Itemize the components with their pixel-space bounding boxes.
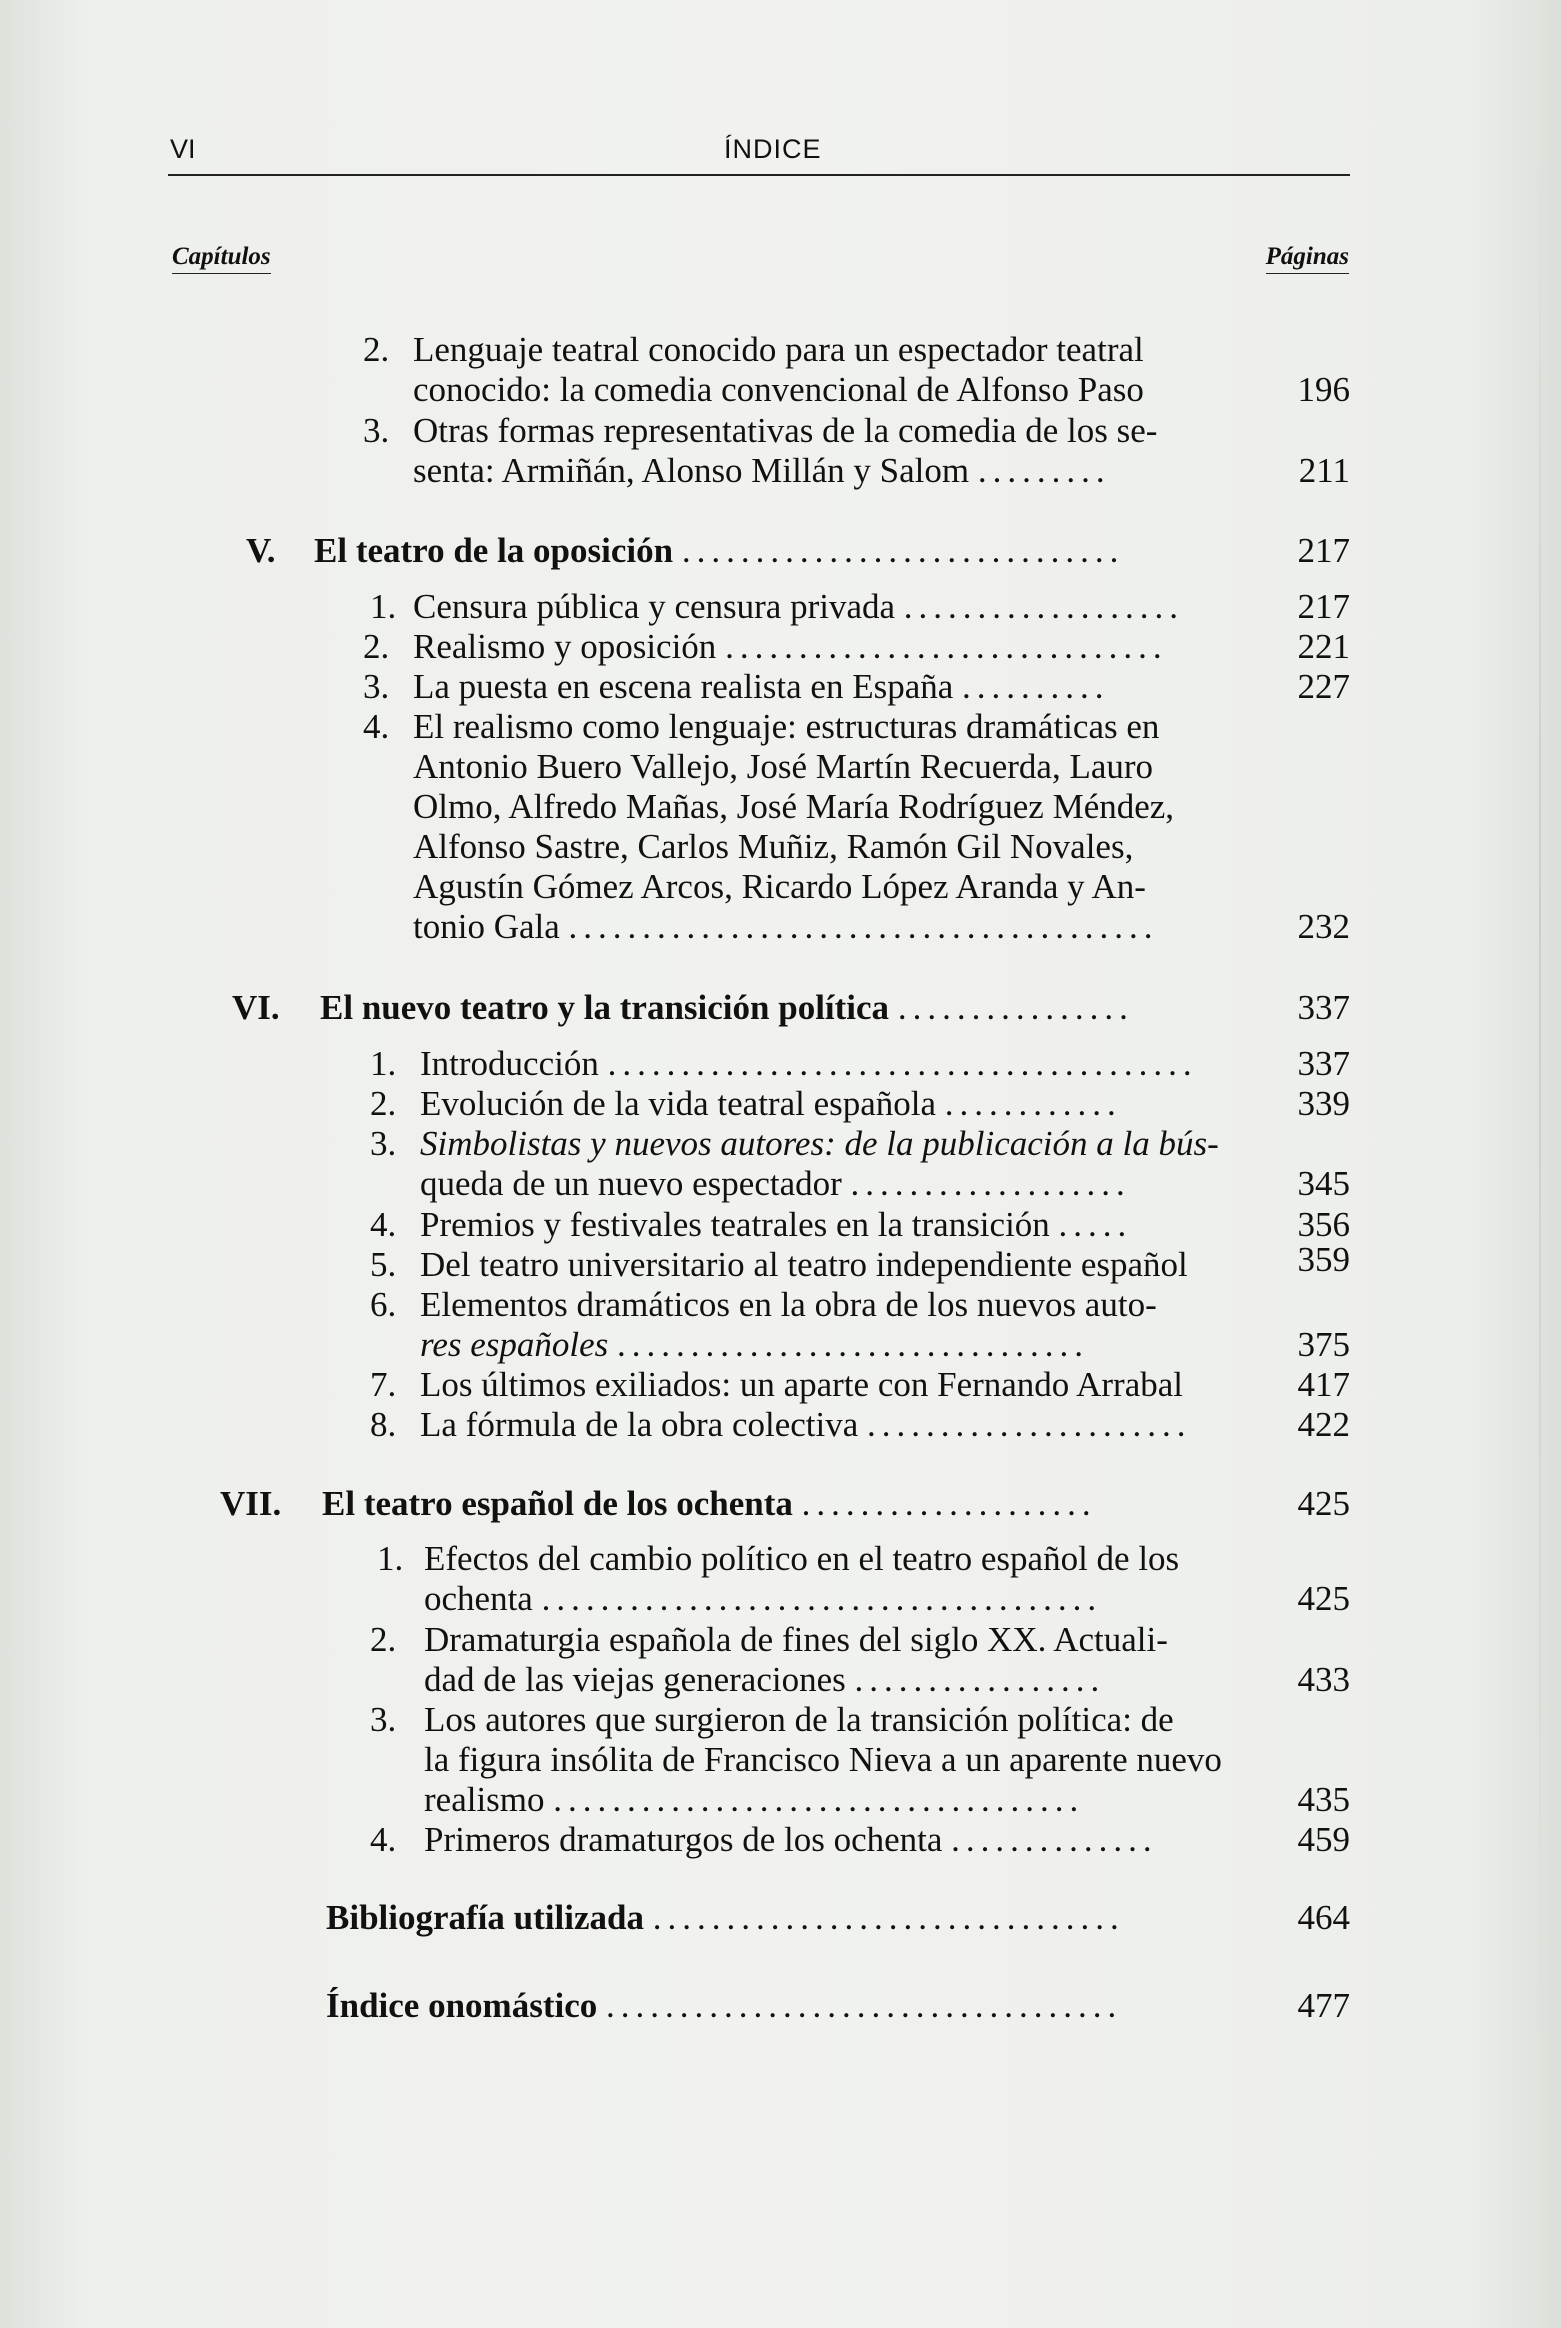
toc-entry: 1. Introducción ........................................: [370, 1044, 1198, 1083]
toc-chapter-heading: VI. El nuevo teatro y la transición política ................: [232, 988, 1134, 1027]
toc-page-number: 227: [1297, 667, 1350, 706]
toc-page-number: 464: [1297, 1898, 1350, 1937]
toc-page-number: 211: [1298, 451, 1350, 490]
page-title: ÍNDICE: [724, 134, 822, 164]
toc-page-number: 217: [1297, 531, 1350, 570]
toc-page-number: 417: [1297, 1365, 1350, 1404]
toc-entry: 3. Los autores que surgieron de la transición política: de la figura insólita de Francisco Nieva a un aparente nuevo realismo ....................................: [370, 1700, 1222, 1819]
toc-page-number: 337: [1297, 1044, 1350, 1083]
toc-page-number: 435: [1297, 1780, 1350, 1819]
toc-page-number: 232: [1297, 907, 1350, 946]
toc-entry: 2. Dramaturgia española de fines del siglo XX. Actuali- dad de las viejas generaciones .................: [370, 1620, 1168, 1699]
toc-page-number: 425: [1297, 1484, 1350, 1523]
toc-page-number: 433: [1297, 1660, 1350, 1699]
toc-page-number: 339: [1297, 1084, 1350, 1123]
toc-page-number: 425: [1297, 1579, 1350, 1618]
toc-page-number: 477: [1297, 1986, 1350, 2025]
running-head: [168, 128, 1350, 176]
toc-entry: 3. Otras formas representativas de la comedia de los se- senta: Armiñán, Alonso Millán y Salom .........: [363, 411, 1158, 490]
toc-entry: 2. Realismo y oposición ..............................: [363, 627, 1168, 666]
chapters-column-label: Capítulos: [172, 243, 271, 274]
toc-entry: 1. Censura pública y censura privada ...................: [370, 587, 1185, 626]
toc-page-number: 459: [1297, 1820, 1350, 1859]
pages-column-label: Páginas: [1266, 243, 1349, 274]
toc-entry: 2. Evolución de la vida teatral española ............: [370, 1084, 1122, 1123]
toc-backmatter-entry: Índice onomástico ...................................: [326, 1986, 1123, 2025]
toc-entry: 3. La puesta en escena realista en España ..........: [363, 667, 1110, 706]
toc-entry: 4. El realismo como lenguaje: estructuras dramáticas en Antonio Buero Vallejo, José Martín Recuerda, Lauro Olmo, Alfredo Mañas, José María Rodríguez Méndez, Alfonso Sastre, Carlos Muñiz, Ramón Gil Novales, Agustín Gómez Arcos, Ricardo López Aranda y An- tonio Gala ........................................: [363, 707, 1175, 946]
toc-entry: 3. Simbolistas y nuevos autores: de la publicación a la bús- queda de un nuevo espectador ...................: [370, 1124, 1219, 1203]
toc-page-number: 221: [1297, 627, 1350, 666]
toc-entry: 7. Los últimos exiliados: un aparte con Fernando Arrabal: [370, 1365, 1184, 1404]
toc-entry: 4. Premios y festivales teatrales en la transición .....: [370, 1205, 1133, 1244]
toc-entry: 6. Elementos dramáticos en la obra de los nuevos auto- res españoles ................................: [370, 1285, 1157, 1364]
toc-page-number: 217: [1297, 587, 1350, 626]
toc-page-number: 356: [1297, 1205, 1350, 1244]
toc-entry: 2. Lenguaje teatral conocido para un espectador teatral conocido: la comedia convencional de Alfonso Paso: [363, 330, 1144, 409]
toc-page-number: 359: [1297, 1240, 1350, 1279]
toc-chapter-heading: V. El teatro de la oposición ..............................: [246, 531, 1125, 570]
toc-page-number: 196: [1297, 370, 1350, 409]
toc-page-number: 345: [1297, 1164, 1350, 1203]
toc-page-number: 337: [1297, 988, 1350, 1027]
toc-entry: 1. Efectos del cambio político en el teatro español de los ochenta ......................................: [377, 1539, 1180, 1618]
toc-page-number: 422: [1297, 1405, 1350, 1444]
toc-entry: 8. La fórmula de la obra colectiva ......................: [370, 1405, 1192, 1444]
toc-page-number: 375: [1297, 1325, 1350, 1364]
toc-backmatter-entry: Bibliografía utilizada ................................: [326, 1898, 1125, 1937]
page-folio: VI: [170, 134, 196, 164]
toc-chapter-heading: VII. El teatro español de los ochenta ....................: [220, 1484, 1097, 1523]
page-fold-shadow: [1539, 150, 1541, 2050]
toc-entry: 5. Del teatro universitario al teatro independiente español: [370, 1245, 1188, 1284]
toc-entry: 4. Primeros dramaturgos de los ochenta ..............: [370, 1820, 1158, 1859]
